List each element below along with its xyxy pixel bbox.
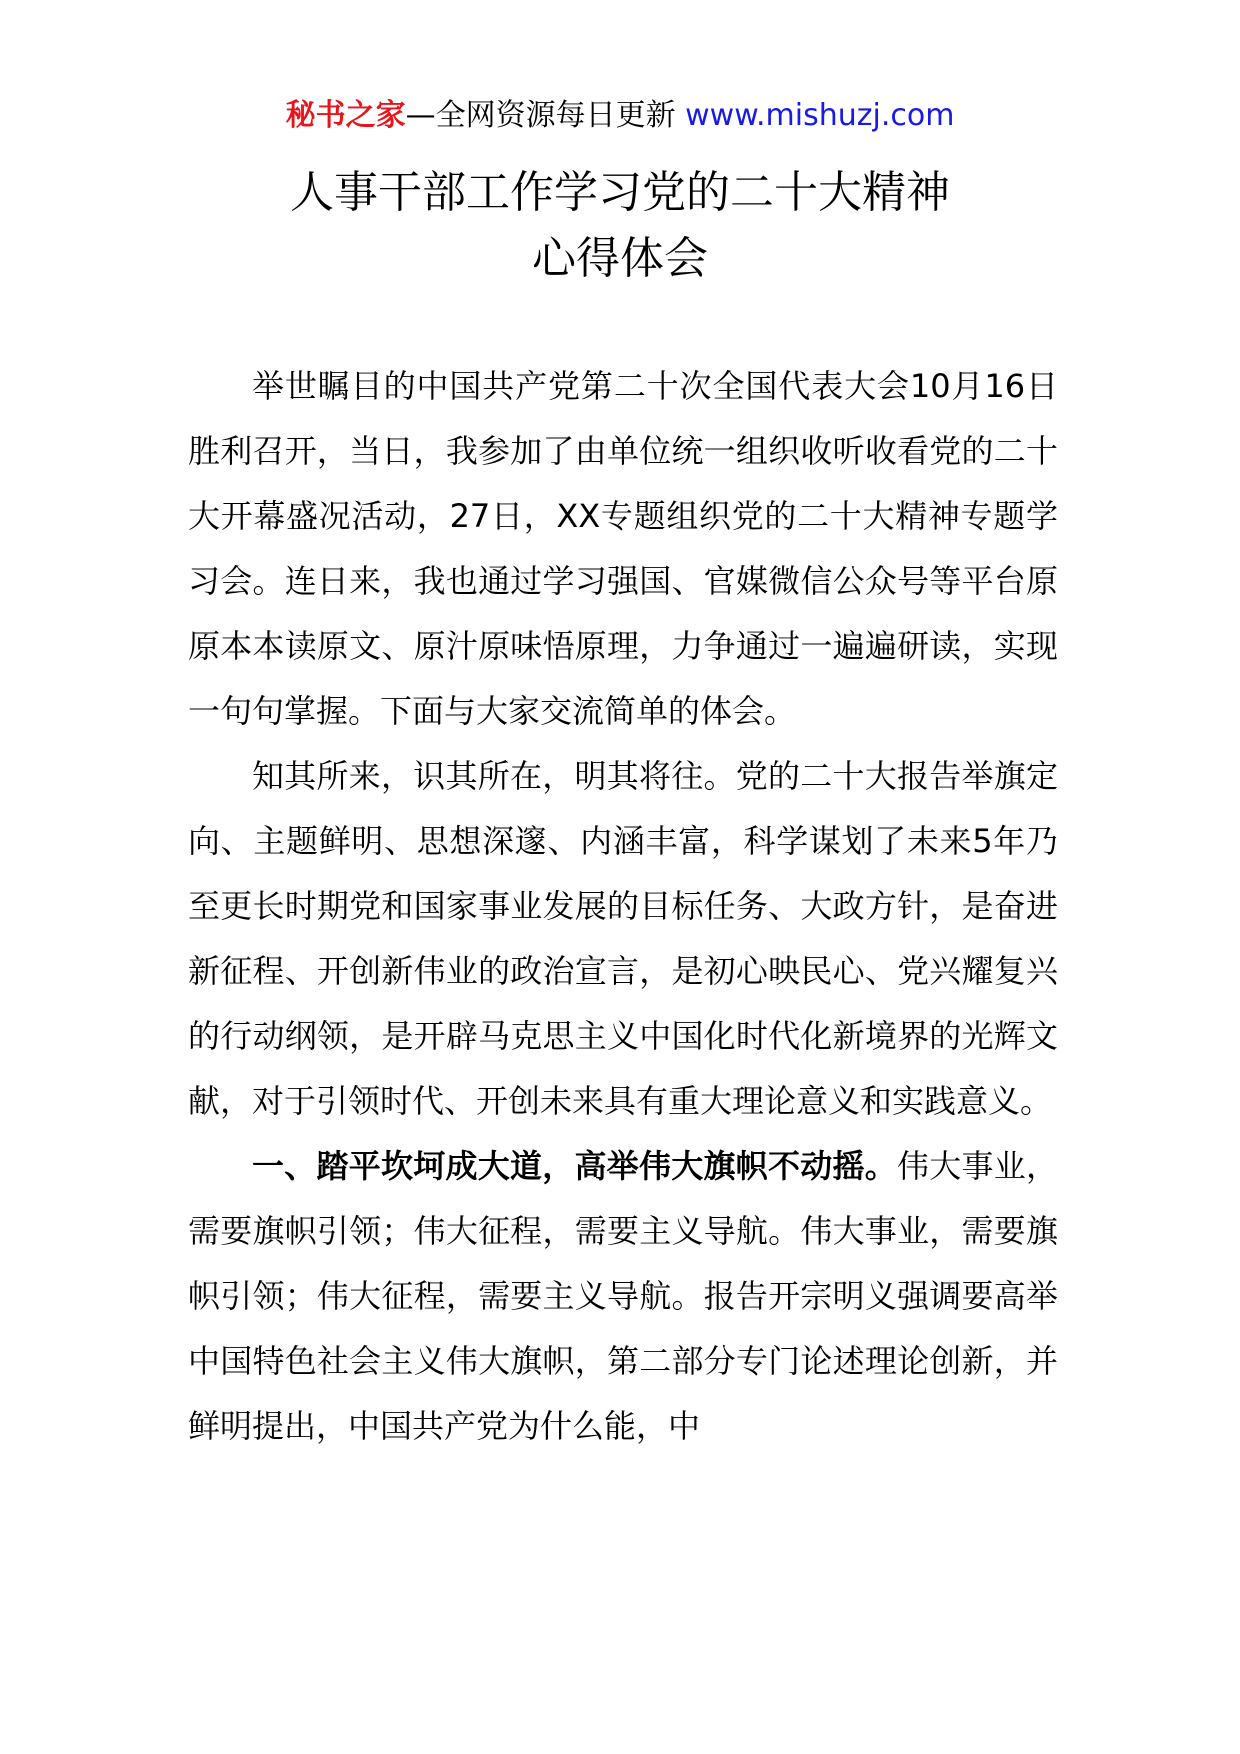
- title-line-1: 人事干部工作学习党的二十大精神: [290, 167, 950, 218]
- document-body: [188, 354, 1058, 1459]
- paragraph-overview: 知其所来，识其所在，明其将往。党的二十大报告举旗定向、主题鲜明、思想深邃、内涵丰富，科学谋划了未来5年乃至更长时期党和国家事业发展的目标任务、大政方针，是奋进新征程、开创新伟业的政治宣言，是初心映民心、党兴耀复兴的行动纲领，是开辟马克思主义中国化时代化新境界的光辉文献，对于引领时代、开创未来具有重大理论意义和实践意义。: [188, 757, 1058, 1120]
- site-url-link[interactable]: www.mishuzj.com: [685, 98, 955, 133]
- title-line-2: 心得体会: [532, 233, 708, 284]
- section-1-body: 伟大事业，需要旗帜引领；伟大征程，需要主义导航。伟大事业，需要旗帜引领；伟大征程，需要主义导航。报告开宗明义强调要高举中国特色社会主义伟大旗帜，第二部分专门论述理论创新，并鲜明提出，中国共产党为什么能，中: [188, 1147, 1058, 1445]
- site-slogan: —全网资源每日更新: [405, 98, 676, 133]
- site-brand: 秘书之家: [285, 98, 406, 133]
- paragraph-section-1: [188, 1134, 1058, 1459]
- document-title: [0, 160, 1240, 292]
- section-1-heading: 一、踏平坎坷成大道，高举伟大旗帜不动摇。: [252, 1147, 897, 1185]
- site-header: [0, 96, 1240, 136]
- paragraph-intro: 举世瞩目的中国共产党第二十次全国代表大会10月16日胜利召开，当日，我参加了由单位统一组织收听收看党的二十大开幕盛况活动，27日，XX专题组织党的二十大精神专题学习会。连日来，我也通过学习强国、官媒微信公众号等平台原原本本读原文、原汁原味悟原理，力争通过一遍遍研读，实现一句句掌握。下面与大家交流简单的体会。: [188, 367, 1058, 730]
